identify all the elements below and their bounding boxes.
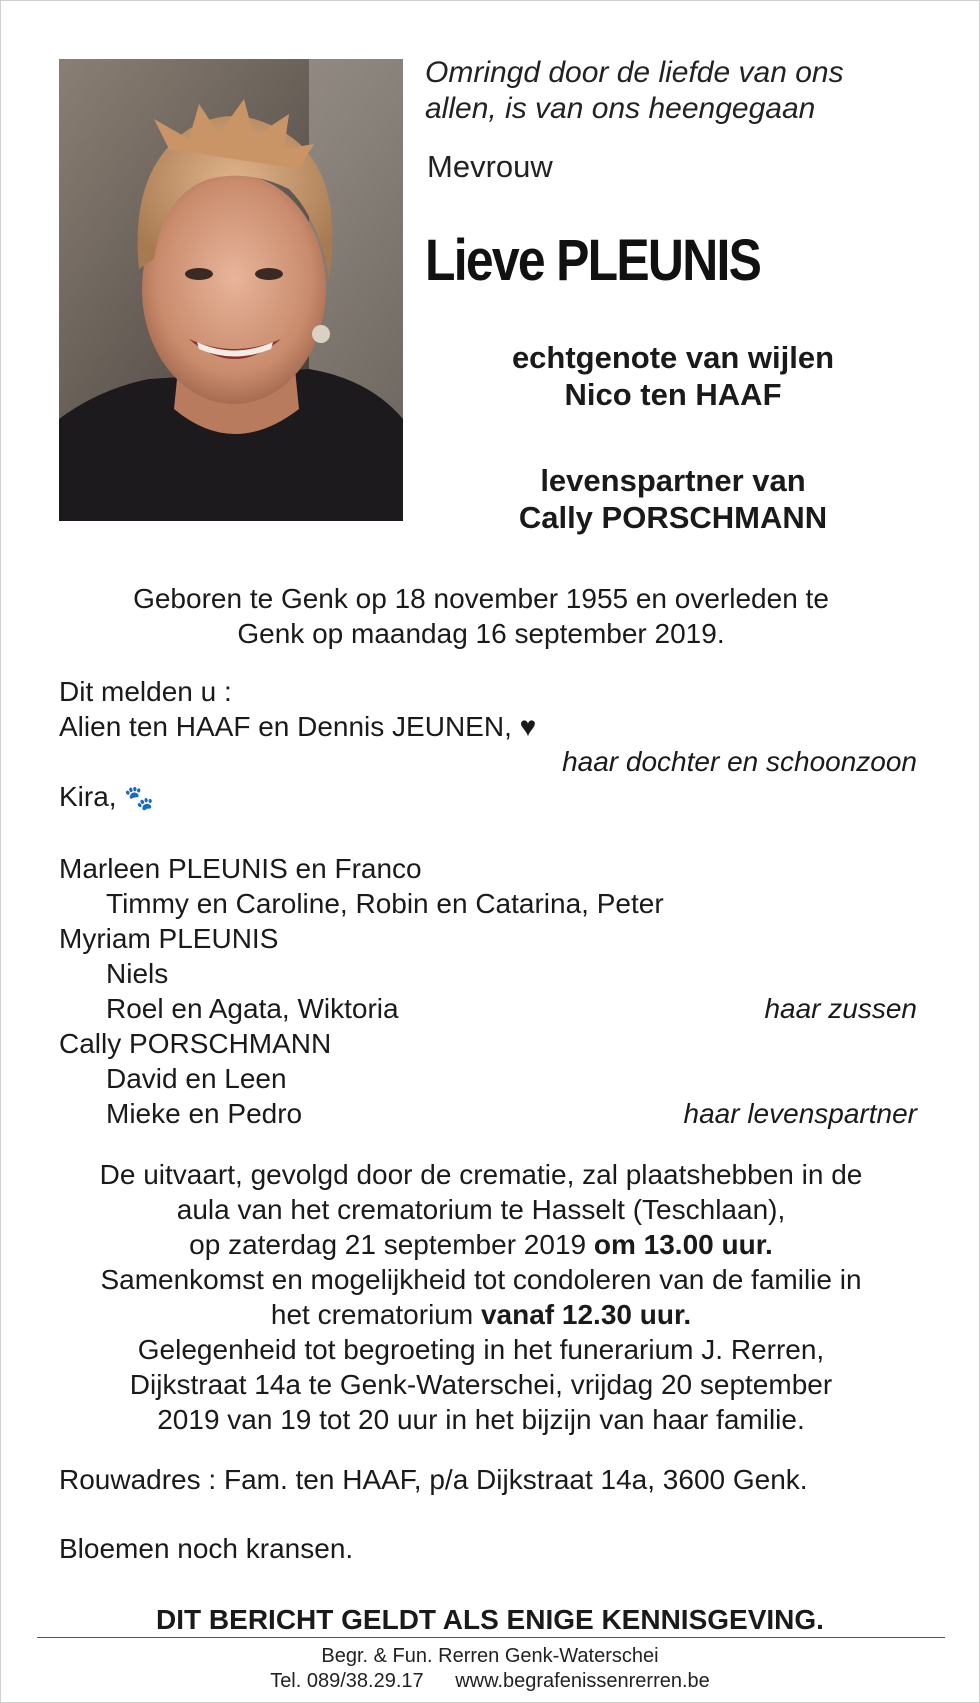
partner-name: Cally PORSCHMANN — [59, 1028, 332, 1059]
sister-2-child-2-row — [59, 991, 917, 1026]
funeral-line-3 — [41, 1227, 921, 1262]
funeral-line-8: 2019 van 19 tot 20 uur in het bijzijn van haar familie. — [157, 1404, 805, 1435]
relation-line-2: Nico ten HAAF — [564, 377, 782, 412]
partner-relation — [425, 462, 921, 536]
sister-1-children: Timmy en Caroline, Robin en Catarina, Peter — [106, 888, 664, 919]
funeral-date: op zaterdag 21 september 2019 — [189, 1229, 587, 1260]
birth-death-info — [59, 581, 903, 651]
funeral-line-4: Samenkomst en mogelijkheid tot condoleren van de familie in — [100, 1264, 862, 1295]
footer-divider — [37, 1637, 945, 1638]
birth-line-1: Geboren te Genk op 18 november 1955 en overleden te — [133, 583, 829, 614]
gathering-place: het crematorium — [270, 1299, 474, 1330]
daughter-role: haar dochter en schoonzoon — [562, 746, 917, 777]
funeral-line-2: aula van het crematorium te Hasselt (Teschlaan), — [176, 1194, 786, 1225]
flowers-note: Bloemen noch kransen. — [59, 1533, 354, 1564]
mourning-address: Rouwadres : Fam. ten HAAF, p/a Dijkstraat 14a, 3600 Genk. — [59, 1464, 808, 1495]
paw-icon: 🐾 — [124, 785, 155, 812]
daughter-line — [59, 709, 917, 744]
announcement-list — [59, 674, 917, 1131]
partner-child-2: Mieke en Pedro — [106, 1098, 303, 1129]
intro-text — [425, 55, 945, 127]
partner-child-1: David en Leen — [106, 1063, 287, 1094]
notice-statement: DIT BERICHT GELDT ALS ENIGE KENNISGEVING. — [156, 1604, 824, 1635]
sister-2: Myriam PLEUNIS — [59, 923, 279, 954]
intro-line-1: Omringd door de liefde van ons — [425, 56, 844, 89]
funeral-details — [41, 1157, 921, 1437]
portrait-photo — [59, 59, 403, 521]
daughter-role-row — [59, 744, 917, 779]
undertaker-phone: Tel. 089/38.29.17 — [270, 1670, 424, 1692]
undertaker-name: Begr. & Fun. Rerren Genk-Waterschei — [321, 1645, 659, 1667]
honorific: Mevrouw — [427, 149, 553, 184]
funeral-line-6: Gelegenheid tot begroeting in het funerarium J. Rerren, — [137, 1334, 825, 1365]
gathering-time: vanaf 12.30 uur. — [480, 1299, 692, 1330]
partner-child-2-row — [59, 1096, 917, 1131]
portrait-illustration — [59, 59, 403, 521]
relation-line-2: Cally PORSCHMANN — [518, 500, 828, 535]
relation-line-1: levenspartner van — [540, 463, 806, 498]
daughter-names: Alien ten HAAF en Dennis JEUNEN, — [59, 711, 512, 742]
sister-2-child-1: Niels — [106, 958, 169, 989]
announcement-intro: Dit melden u : — [59, 676, 232, 707]
spouse-relation — [425, 339, 921, 413]
relation-line-1: echtgenote van wijlen — [511, 340, 835, 375]
siblings-role: haar zussen — [764, 993, 917, 1024]
undertaker-website[interactable]: www.begrafenissenrerren.be — [455, 1670, 710, 1692]
intro-line-2: allen, is van ons heengegaan — [425, 92, 816, 125]
funeral-line-1: De uitvaart, gevolgd door de crematie, zal plaatshebben in de — [99, 1159, 863, 1190]
undertaker-contact — [31, 1669, 949, 1694]
heart-icon: ♥ — [519, 711, 537, 742]
funeral-time: om 13.00 uur. — [593, 1229, 773, 1260]
sister-1: Marleen PLEUNIS en Franco — [59, 853, 422, 884]
sister-2-child-2: Roel en Agata, Wiktoria — [106, 993, 399, 1024]
pet-line — [59, 779, 917, 816]
funeral-line-7: Dijkstraat 14a te Genk-Waterschei, vrijdag 20 september — [129, 1369, 833, 1400]
partner-role: haar levenspartner — [683, 1098, 917, 1129]
birth-line-2: Genk op maandag 16 september 2019. — [237, 618, 725, 649]
undertaker-footer — [31, 1644, 949, 1694]
deceased-name: Lieve PLEUNIS — [425, 228, 761, 293]
pet-name: Kira, — [59, 781, 117, 812]
funeral-line-5 — [41, 1297, 921, 1332]
